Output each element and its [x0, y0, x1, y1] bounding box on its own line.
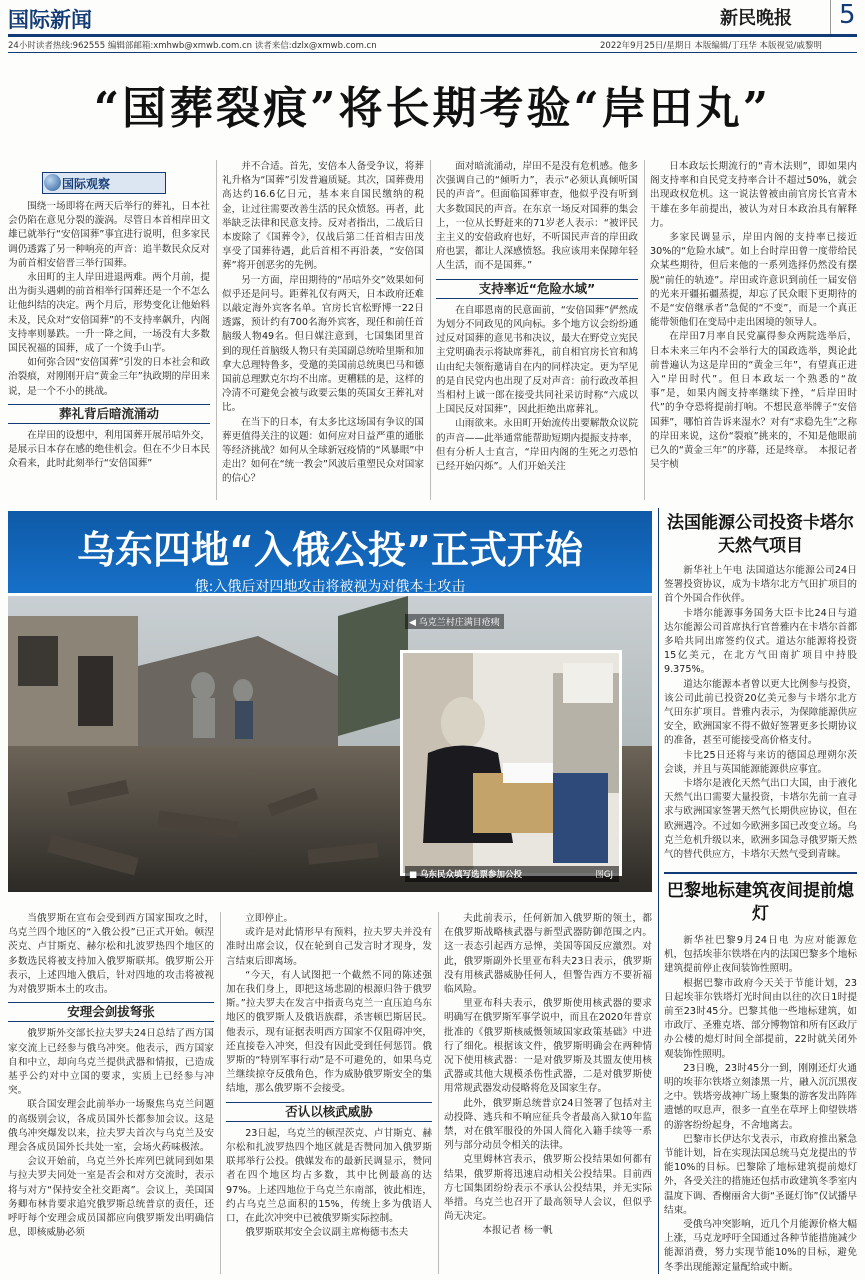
- paragraph: 道达尔能源本者曾以更大比例参与投资，该公司此前已投资20亿美元参与卡塔尔北方气田东扩项目。普雅内表示，为保障能源供应安全，欧洲国家不得不做好签署更多长期协议的准备，甚至可能接受高价格支付。: [664, 678, 857, 747]
- paragraph: 巴黎市长伊达尔戈表示，市政府推出紧急节能计划，旨在实现法国总统马克龙提出的节能10%的目标。巴黎除了地标建筑提前熄灯外，各受关注的措施还包括市政建筑冬季室内温度下调、香榭丽舍大街“圣诞灯饰”仅试播早结束。: [664, 1133, 857, 1216]
- paragraph: 永田町的主人岸田进退两难。两个月前，提出为街头遇刺的前首相举行国葬还是一个不怎么让他纠结的决定。两个月后，形势变化让他始料未及，民众对“安倍国葬”的不支持率飙升，内阁支持率则暴跌。一升一降之间，一场没有大多数国民祝福的国葬，成了一个烫手山芋。: [8, 272, 210, 355]
- column-rule: [220, 912, 221, 1274]
- header-rule-thin: [8, 52, 857, 53]
- globe-icon: [44, 174, 61, 191]
- paragraph: 卡塔尔能源事务国务大臣卡比24日与道达尔能源公司首席执行官普雅内在卡塔尔首都多哈共同出席签约仪式。道达尔能源将投资15亿美元，在北方气田南扩项目中持股9.375%。: [664, 607, 857, 676]
- paragraph: 当俄罗斯在宣布会受到西方国家围攻之时，乌克兰四个地区的“入俄公投”已正式开始。顿涅茨克、卢甘斯克、赫尔松和扎波罗热四个地区的多数选民将被支持加入俄罗斯联邦。俄罗斯公开表示，上述四地入俄后，针对四地的攻击将被视为对俄罗斯本土的攻击。: [8, 913, 214, 996]
- photo-caption: [405, 866, 619, 882]
- column-badge-label: 国际观察: [62, 177, 111, 191]
- byline: 本报记者 杨一帆: [463, 1225, 553, 1237]
- paragraph: 根据巴黎市政府今天关于节能计划，23日起埃菲尔铁塔灯光时间由以往的次日1时提前至23时45分。巴黎其他一些地标建筑，如市政厅、圣雅克塔、部分博物馆和所有区政厅办公楼的熄灯时间全部提前，22时就关闭外观装饰性照明。: [664, 977, 857, 1060]
- column-rule: [644, 160, 645, 500]
- photo-caption: ◀ 乌克兰村庄满目疮痍: [405, 614, 504, 629]
- column-rule: [658, 508, 659, 1274]
- paragraph: 在自耶恩南的民意面前，“安倍国葬”俨然成为划分不同政见的风向标。多个地方议会纷纷通过反对国葬的意见书和决议，最大在野党立宪民主党明确表示将缺席葬礼，前自相官房长官和鸠山由纪夫领衔邀请自在内的同样决定。更为罕见的是自民党内也出现了反对声音：前行政改革担当相村上诚一郎在接受共同社采访时称“六成以上国民反对国葬”，因此拒绝出席葬礼。: [436, 304, 638, 416]
- paragraph: 面对暗流涌动，岸田不是没有危机感。他多次强调自己的“倾听力”，表示“必须认真倾听国民的声音”。但面临国葬审查，他似乎没有听到大多数国民的声音。在东京一场反对国葬的集会上，一位从长野赶来的71岁老人表示：“被评民主主义的安倍政府也好，不听国民声音的岸田政府也罢，都让人深感愤怒。我应该用来保障年轻人生活，而不是国葬。”: [436, 161, 638, 272]
- paragraph: 立即停止。: [245, 913, 294, 924]
- paragraph: 在岸田的设想中，利用国葬开展吊唁外交，是展示日本存在感的绝佳机会。但在不少日本民众看来，此时此刻举行“安倍国葬”: [8, 430, 210, 470]
- paragraph: 新华社巴黎9月24日电 为应对能源危机，包括埃菲尔铁塔在内的法国巴黎多个地标建筑提前停止夜间装饰性照明。: [664, 935, 857, 975]
- voter-photo: [400, 650, 622, 876]
- subheading: 支持率近“危险水域”: [436, 279, 638, 299]
- paragraph: 克里姆林宫表示，俄罗斯公投结果如何都有结果，俄罗斯将迅速启动相关公投结果。目前西方七国集团纷纷表示不承认公投结果，并无实际举措。乌克兰也召开了最高领导人会议，但似乎尚无决定。: [444, 1154, 652, 1223]
- paragraph: 23日晚，23时45分一到，刚刚还灯火通明的埃菲尔铁塔立刻漆黑一片，融入沉沉黑夜之中。铁塔旁战神广场上聚集的游客发出阵阵遗憾的叹息声，很多一直坐在草坪上仰望铁塔的游客纷纷起身，不舍地离去。: [664, 1062, 857, 1131]
- photo-caption-text: ■ 乌东民众填写选票参加公投: [409, 870, 522, 880]
- column-rule: [216, 160, 217, 500]
- section-title: 国际新闻: [8, 8, 92, 32]
- paragraph: 在岸田7月率自民党赢得参众两院选举后，日本未来三年内不会举行大的国政选举，舆论此前普遍认为这是岸田的“黄金三年”，有望真正进入“岸田时代”。但日本政坛一个熟悉的“故事”是，如果内阁支持率继续下挫，“后岸田时代”的争夺恐将提前打响。不想民意举牌子“安倍国葬”，哪怕首告诉来湿水？对有“求稳先生”之称的岸田来说，这份“裂痕”挑来的，不知是他眼前已久的“黄金三年”的序幕，还是终章。 本报记者 吴宇桢: [650, 331, 857, 471]
- paragraph: 山雨欲来。永田町开始流传出要解散众议院的声音——此举通常能帮助短期内提振支持率，但有分析人士直言，“岸田内阁的生死之刃恐怕已经开始闪烁”。人们开始关注: [436, 418, 638, 473]
- page-number: 5: [830, 0, 856, 34]
- story1-col2: [222, 160, 424, 500]
- paragraph: 受俄乌冲突影响，近几个月能源价格大幅上涨，马克龙呼吁全国通过各种节能措施减少能源消费，努力实现节能10%的目标，避免冬季出现能源定量配给或中断。: [664, 1219, 857, 1273]
- subheading: 否认以核武威胁: [226, 1102, 432, 1122]
- paragraph: 在当下的日本，有太多比这场国有争议的国葬更值得关注的议题：如何应对日益严重的通胀等经济挑战？如何从全球新冠疫情的“风暴眼”中走出？如何在“统一教会”风波后重塑民众对国家的信心？: [222, 416, 424, 485]
- story1-col4: [650, 160, 857, 500]
- story3-title: 法国能源公司投资卡塔尔天然气项目: [667, 513, 854, 556]
- paragraph: 俄罗斯联邦安全会议副主席梅德韦杰夫: [245, 1227, 409, 1239]
- paragraph: 俄罗斯外交部长拉夫罗夫24日总结了西方国家交流上已经参与俄乌冲突。他表示，西方国家自和中立，却向乌克兰提供武器和情报，已造成基乎公约对中立国的要求，实质上已经参与冲突。: [8, 1028, 214, 1097]
- story2-col3: [444, 912, 652, 1274]
- contact-line: 24小时读者热线:962555 编辑部邮箱:xmhwb@xmwb.com.cn 读者来信:dzlx@xmwb.com.cn: [8, 41, 377, 51]
- paragraph: 新华社上午电 法国道达尔能源公司24日签署投资协议，成为卡塔尔北方气田扩项目的首个外国合作伙伴。: [664, 565, 857, 605]
- story-divider: [664, 872, 857, 874]
- newspaper-logo: 新民晚报: [720, 8, 792, 29]
- paragraph: 会议开始前，乌克兰外长库列巴就同到如果与拉夫罗夫同处一室是否会和对方交流时，表示将与对方“保持安全社交距离”。会议上，美国国务卿布林肯要求追究俄罗斯总统普京的责任，还呼吁每个安理会成员国都应向俄罗斯发出明确信息，即核威胁必须: [8, 1156, 214, 1239]
- paragraph: 此外，俄罗斯总统普京24日签署了包括对主动投降、逃兵和不响应征兵令者最高入狱10年监禁，对在俄军服役的外国人简化入籍手续等一系列与部分动员令相关的法律。: [444, 1097, 652, 1152]
- paragraph: 卡塔尔是液化天然气出口大国，由于液化天然气出口需要大量投资，卡塔尔先前一直寻求与欧洲国家签署天然气长期供应协议，但在欧洲遇冷。不过如今欧洲多国已改变立场。乌克兰危机升级以来，欧洲多国急寻俄罗斯天然气的替代供应方，卡塔尔天然气受到青睐。: [664, 778, 857, 861]
- paragraph: 围绕一场即将在两天后举行的葬礼，日本社会仍陷在意见分裂的漩涡。尽管日本首相岸田文雄已就举行“安倍国葬”事宜进行说明，但多家民调仍透露了另一种响亮的声音：追半数民众反对为前首相安倍晋三举行国葬。: [8, 201, 210, 269]
- paragraph: 多家民调显示，岸田内阁的支持率已接近30%的“危险水域”。如上台时岸田曾一度带给民众某些期待，但后来他的一系列选择仍然没有摆脱“前任的轨迹”。岸田或许意识到前任一届安倍的光来开疆拓疆蒸提，却忘了民众眼下更期待的不是“安倍继承者”急促的“不变”，而是一个真正能带领他们在变局中走出困境的领导人。: [650, 232, 857, 329]
- column-rule: [438, 912, 439, 1274]
- header-rule: [8, 34, 857, 37]
- story4-body: [664, 934, 857, 1274]
- story1-col1: [8, 200, 210, 500]
- story2-col1: [8, 912, 214, 1274]
- paragraph: 另一方面，岸田期待的“吊唁外交”效果如何似乎还是问号。距葬礼仅有两天，日本政府还难以敲定海外宾客名单。官房长官松野博一22日透露，预计约有700名海外宾客，现任和前任首脑级人物49名。但日媒注意到，七国集团里首到的现任首脑级人物只有美国副总统哈里斯和加拿大总理特鲁多，受邀的美国前总统奥巴马和德国前总理默克尔均不出席。更糟糕的是，这样的冷清不可避免会被与政要云集的英国女王葬礼对比。: [222, 274, 424, 414]
- main-headline: “国葬裂痕”将长期考验“岸田丸”: [93, 83, 772, 134]
- story3-body: [664, 564, 857, 870]
- paragraph: 并不合适。首先，安倍本人备受争议，将葬礼升格为“国葬”引发普遍质疑。其次，国葬费用高达约16.6亿日元，基本来自国民缴纳的税金，让过往需要改善生活的民众愤怒。再者，此举缺乏法律和民意支持。反对者指出，二战后日本废除了《国葬令》，仅战后第二任首相吉田茂享受了国葬待遇，此后首相不再沿袭，“安倍国葬”将开创恶劣的先例。: [222, 161, 424, 272]
- paragraph: “今天，有人试图把一个截然不同的陈述强加在我们身上，即把这场悲剧的根源归咎于俄罗斯。”拉夫罗夫在发言中指责乌克兰一直压迫乌东地区的俄罗斯人及俄语族群，杀害顿巴斯居民。他表示，现有证据表明西方国家不仅阻碍冲突，还直接卷入冲突，但没有因此受到任何惩罚。俄罗斯的“特别军事行动”是不可避免的，如果乌克兰继续掠夺反俄角色，作为威胁俄罗斯安全的集结地，那么俄罗斯不会接受。: [226, 969, 432, 1095]
- paragraph: 里亚布科夫表示，俄罗斯使用核武器的要求明确写在俄罗斯军事学说中，而且在2020年普京批准的《俄罗斯核威慑领域国家政策基础》中进行了细化。根据该文件，俄罗斯明确会在两种情况下使用核武器：一是对俄罗斯及其盟友使用核武器或其他大规模杀伤性武器，二是对俄罗斯使用常规武器发动侵略将危及国家生存。: [444, 998, 652, 1095]
- subheading: 葬礼背后暗流涌动: [8, 404, 210, 424]
- story4-title: 巴黎地标建筑夜间提前熄灯: [667, 881, 854, 924]
- paragraph: 夫此前表示，任何新加入俄罗斯的领土，都在俄罗斯战略核武器与新型武器防御范围之内。这一表态引起西方忌惮，美国等国反应激烈。对此，俄罗斯副外长里亚布科夫23日表示，俄罗斯没有用核武器威胁任何人，但警告西方不要祈福临风险。: [444, 913, 652, 996]
- story2-subtitle: 俄:入俄后对四地攻击将被视为对俄本土攻击: [194, 579, 466, 595]
- paragraph: 卡比25日还将与来访的德国总理朔尔茨会谈，并且与英国能源能源供应事宜。: [664, 749, 857, 775]
- paragraph: 联合国安理会此前举办一场聚焦乌克兰问题的高级别会议，各成员国外长都参加会议。这是俄乌冲突爆发以来，拉夫罗夫首次与乌克兰及安理会各成员国外长共处一室，会场火药味极浓。: [8, 1099, 214, 1154]
- story1-col3: [436, 160, 638, 500]
- photo-credit: 图GJ: [595, 870, 613, 880]
- paragraph: 23日起，乌克兰的顿涅茨克、卢甘斯克、赫尔松和扎波罗热四个地区就是否赞同加入俄罗斯联邦举行公投。俄媒发布的最新民调显示，赞同者在四个地区均占多数，其中比例最高的达97%。上述四地位于乌克兰东南部，彼此相连，约占乌克兰总面积的15%，传统上多为俄语人口，在此次冲突中已被俄罗斯实际控制。: [226, 1127, 432, 1225]
- paragraph: 日本政坛长期流行的“青木法则”，即如果内阁支持率和自民党支持率合计不超过50%，就会出现政权危机。这一说法曾被由前官房长官青木干雄在多年前提出，被认为对日本政治具有解释力。: [650, 161, 857, 229]
- date-line: 2022年9月25日/星期日 本版编辑/丁珏华 本版视觉/戚黎明: [600, 41, 822, 51]
- story2-title: 乌东四地“入俄公投”正式开始: [77, 528, 583, 572]
- paragraph: 如何弥合因“安倍国葬”引发的日本社会和政治裂痕，对刚刚开启“黄金三年”执政期的岸田来说，是一个不小的挑战。: [8, 357, 210, 397]
- paragraph: 或许是对此情形早有预料，拉夫罗夫并没有准时出席会议，仅在轮到自己发言时才现身，发言结束后即离场。: [226, 927, 432, 967]
- subheading: 安理会剑拔弩张: [8, 1002, 214, 1022]
- story2-col2: [226, 912, 432, 1274]
- column-rule: [430, 160, 431, 500]
